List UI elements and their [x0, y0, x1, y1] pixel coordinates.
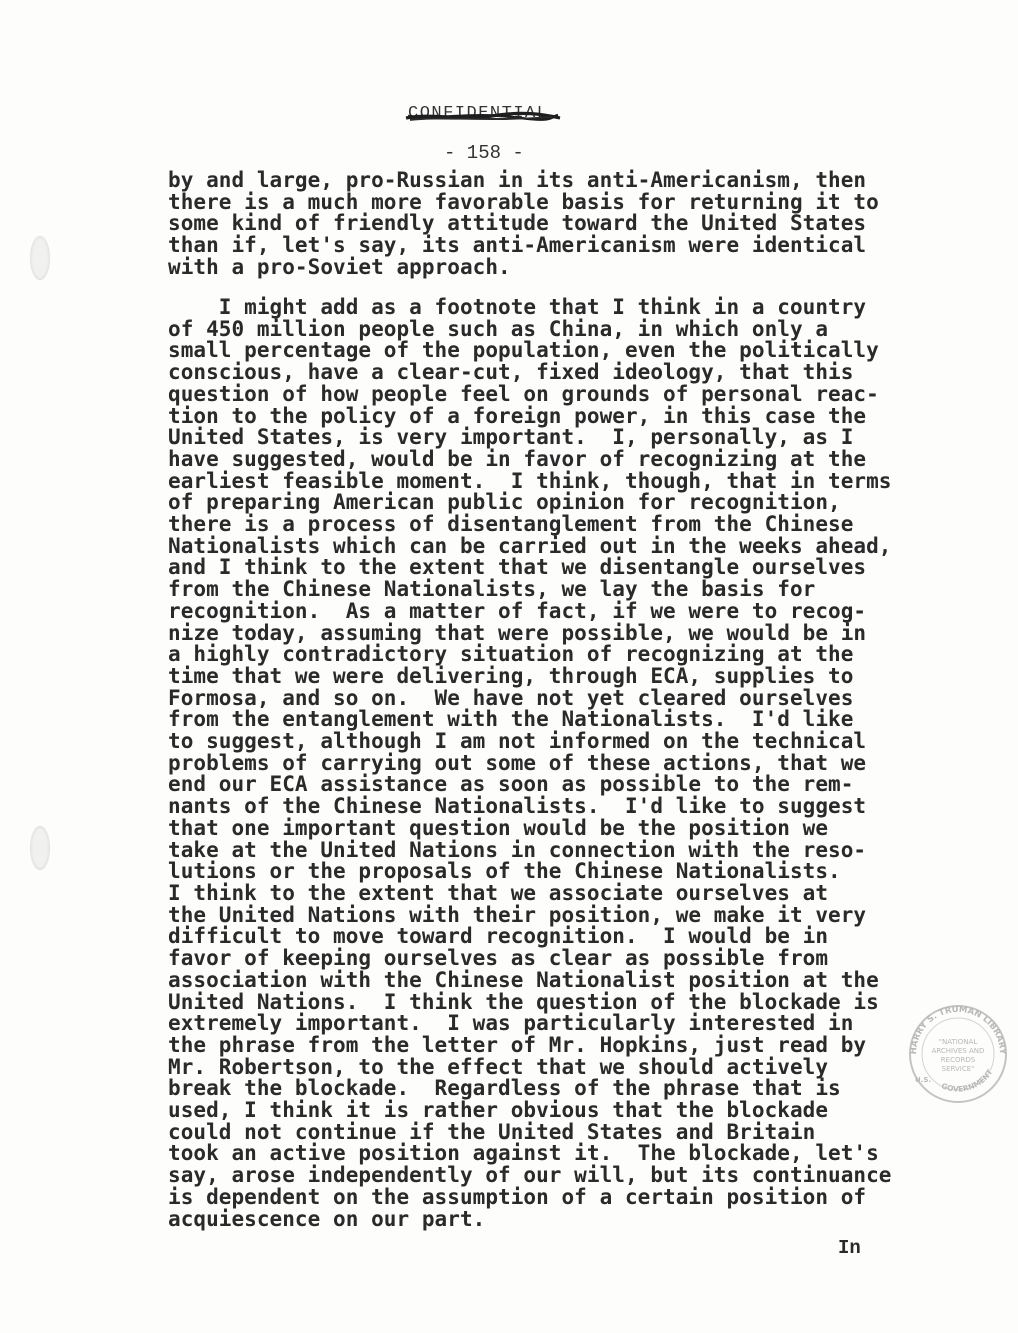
stamp-line: "NATIONAL	[938, 1038, 978, 1046]
stamp-arc-top: HARRY S. TRUMAN LIBRARY	[908, 1004, 1008, 1055]
archive-seal-stamp	[906, 1002, 1010, 1106]
binder-hole	[30, 236, 50, 280]
binder-hole	[30, 826, 50, 870]
continuation-word: In	[838, 1237, 861, 1259]
stamp-line: SERVICE"	[941, 1065, 975, 1073]
stamp-line: U.S.	[915, 1076, 932, 1084]
classification-strikeout	[402, 104, 562, 130]
body-paragraph: by and large, pro-Russian in its anti-Americanism, then there is a much more favorable basis for returning it to some kind of friendly attitude toward the United States than if, let's say, its anti-Americanism were identical with a pro-Soviet approach.	[168, 168, 879, 279]
page-number: - 158 -	[444, 142, 524, 164]
stamp-line: ARCHIVES AND	[931, 1047, 985, 1055]
body-paragraph: I might add as a footnote that I think in a country of 450 million people such as China, in which only a small percentage of the population, even the politically conscious, have a clear-cut, fixed ideology, that this question of how people feel on grounds of personal reac- tion to the policy of a foreign power, in this case the United States, is very important. I, personally, as I have suggested, would be in favor of recognizing at the earliest feasible moment. I think, though, that in terms of preparing American public opinion for recognition, there is a process of disentanglement from the Chinese Nationalists which can be carried out in the weeks ahead, and I think to the extent that we disentangle ourselves from the Chinese Nationalists, we lay the basis for recognition. As a matter of fact, if we were to recog- nize today, assuming that were possible, we would be in a highly contradictory situation of recognizing at the time that we were delivering, through ECA, supplies to Formosa, and so on. We have not yet cleared ourselves from the entanglement with the Nationalists. I'd like to suggest, although I am not informed on the technical problems of carrying out some of these actions, that we end our ECA assistance as soon as possible to the rem- nants of the Chinese Nationalists. I'd like to suggest that one important question would be the position we take at the United Nations in connection with the reso- lutions or the proposals of the Chinese Nationalists. I think to the extent that we associate ourselves at the United Nations with their position, we make it very difficult to move toward recognition. I would be in favor of keeping ourselves as clear as possible from association with the Chinese Nationalist position at the United Nations. I think the question of the blockade is extremely important. I was particularly interested in the phrase from the letter of Mr. Hopkins, just read by Mr. Robertson, to the effect that we should actively break the blockade. Regardless of the phrase that is used, I think it is rather obvious that the blockade could not continue if the United States and Britain took an active position against it. The blockade, let's say, arose independently of our will, but its continuance is dependent on the assumption of a certain position of acquiescence on our part.	[168, 295, 892, 1231]
stamp-arc-bottom: GOVERNMENT	[940, 1067, 995, 1094]
classification-header: CONFIDENTIAL	[408, 104, 549, 123]
stamp-line: RECORDS	[940, 1056, 976, 1064]
